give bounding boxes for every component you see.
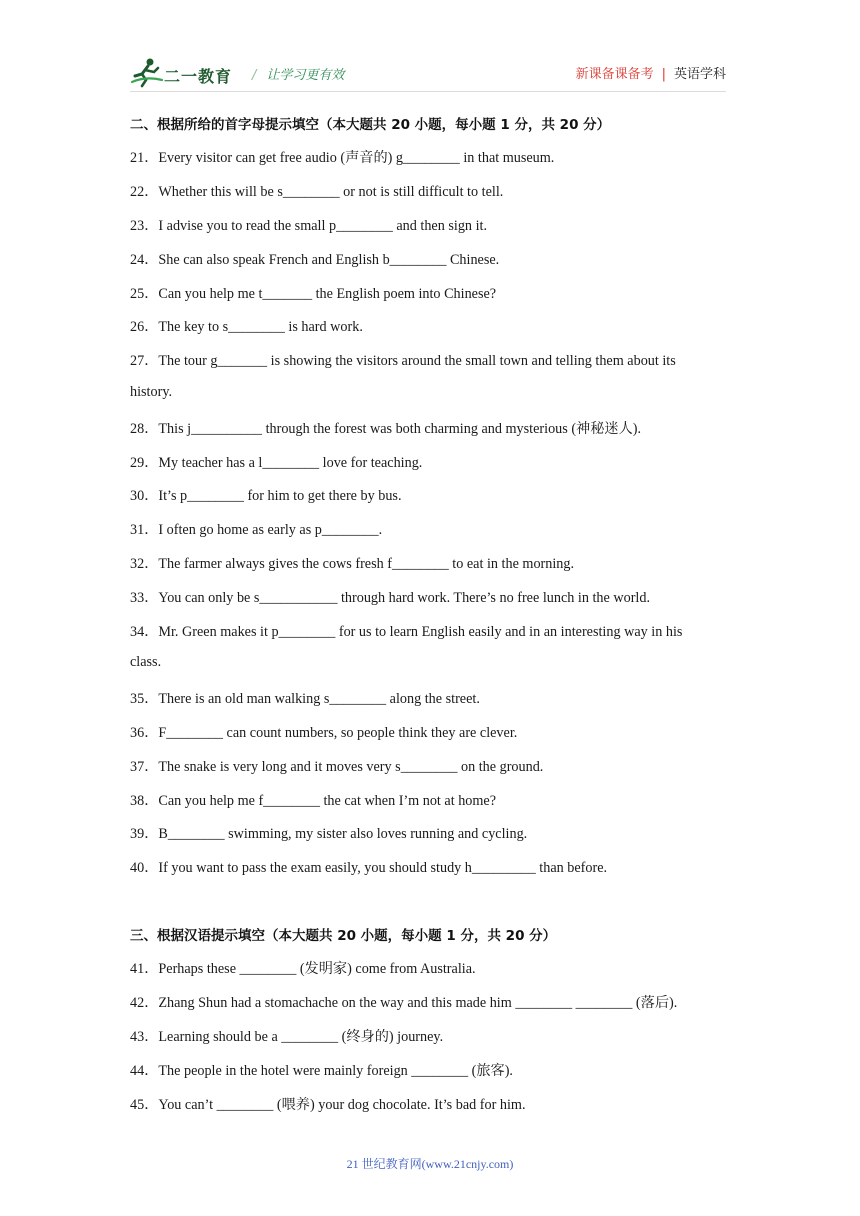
- page-header: [130, 56, 726, 90]
- question-38: 38．Can you help me f________ the cat when I’m not at home?: [130, 793, 497, 809]
- header-separator: |: [661, 67, 666, 82]
- question-43: 43．Learning should be a ________ (终身的) journey.: [130, 1029, 444, 1045]
- question-22: 22．Whether this will be s________ or not is still difficult to tell.: [130, 184, 504, 200]
- question-34: 34．Mr. Green makes it p________ for us to learn English easily and in an interesting way in his: [130, 624, 683, 640]
- question-23: 23．I advise you to read the small p________ and then sign it.: [130, 218, 487, 234]
- logo-text: 二一教育: [164, 67, 233, 86]
- runner-logo-icon: [130, 56, 164, 88]
- question-26: 26．The key to s________ is hard work.: [130, 319, 363, 335]
- section-3-title: 三、根据汉语提示填空（本大题共 20 小题，每小题 1 分，共 20 分）: [130, 928, 557, 944]
- header-course-label: 新课备课备考: [575, 67, 654, 82]
- question-40: 40．If you want to pass the exam easily, you should study h_________ than before.: [130, 860, 608, 876]
- question-44: 44．The people in the hotel were mainly foreign ________ (旅客).: [130, 1063, 513, 1079]
- header-right: [576, 63, 726, 82]
- question-32: 32．The farmer always gives the cows fresh f________ to eat in the morning.: [130, 556, 575, 572]
- question-45: 45．You can’t ________ (喂养) your dog chocolate. It’s bad for him.: [130, 1097, 526, 1113]
- question-25: 25．Can you help me t_______ the English poem into Chinese?: [130, 286, 497, 302]
- slogan-text: 让学习更有效: [266, 68, 345, 83]
- slogan-slash-icon: /: [252, 68, 257, 83]
- question-34-continued: class.: [130, 654, 162, 670]
- question-27: 27．The tour g_______ is showing the visitors around the small town and telling them about its: [130, 353, 676, 369]
- question-39: 39．B________ swimming, my sister also loves running and cycling.: [130, 826, 528, 842]
- question-24: 24．She can also speak French and English b________ Chinese.: [130, 252, 500, 268]
- header-divider: [130, 91, 726, 92]
- slogan: [252, 64, 344, 83]
- section-2-title: 二、根据所给的首字母提示填空（本大题共 20 小题，每小题 1 分，共 20 分）: [130, 117, 611, 133]
- question-30: 30．It’s p________ for him to get there by bus.: [130, 488, 402, 504]
- question-42: 42．Zhang Shun had a stomachache on the way and this made him ________ ________ (落后).: [130, 995, 678, 1011]
- question-35: 35．There is an old man walking s________ along the street.: [130, 691, 480, 707]
- question-21: 21．Every visitor can get free audio (声音的) g________ in that museum.: [130, 150, 555, 166]
- question-27-continued: history.: [130, 384, 173, 400]
- question-33: 33．You can only be s___________ through hard work. There’s no free lunch in the world.: [130, 590, 650, 606]
- question-29: 29．My teacher has a l________ love for teaching.: [130, 455, 423, 471]
- question-37: 37．The snake is very long and it moves very s________ on the ground.: [130, 759, 544, 775]
- logo: [130, 56, 242, 88]
- question-36: 36．F________ can count numbers, so people think they are clever.: [130, 725, 518, 741]
- question-41: 41．Perhaps these ________ (发明家) come from Australia.: [130, 961, 476, 977]
- header-subject-label: 英语学科: [673, 67, 726, 82]
- page-footer: 21 世纪教育网(www.21cnjy.com): [346, 1157, 514, 1171]
- question-28: 28．This j__________ through the forest was both charming and mysterious (神秘迷人).: [130, 421, 642, 437]
- question-31: 31．I often go home as early as p________.: [130, 522, 383, 538]
